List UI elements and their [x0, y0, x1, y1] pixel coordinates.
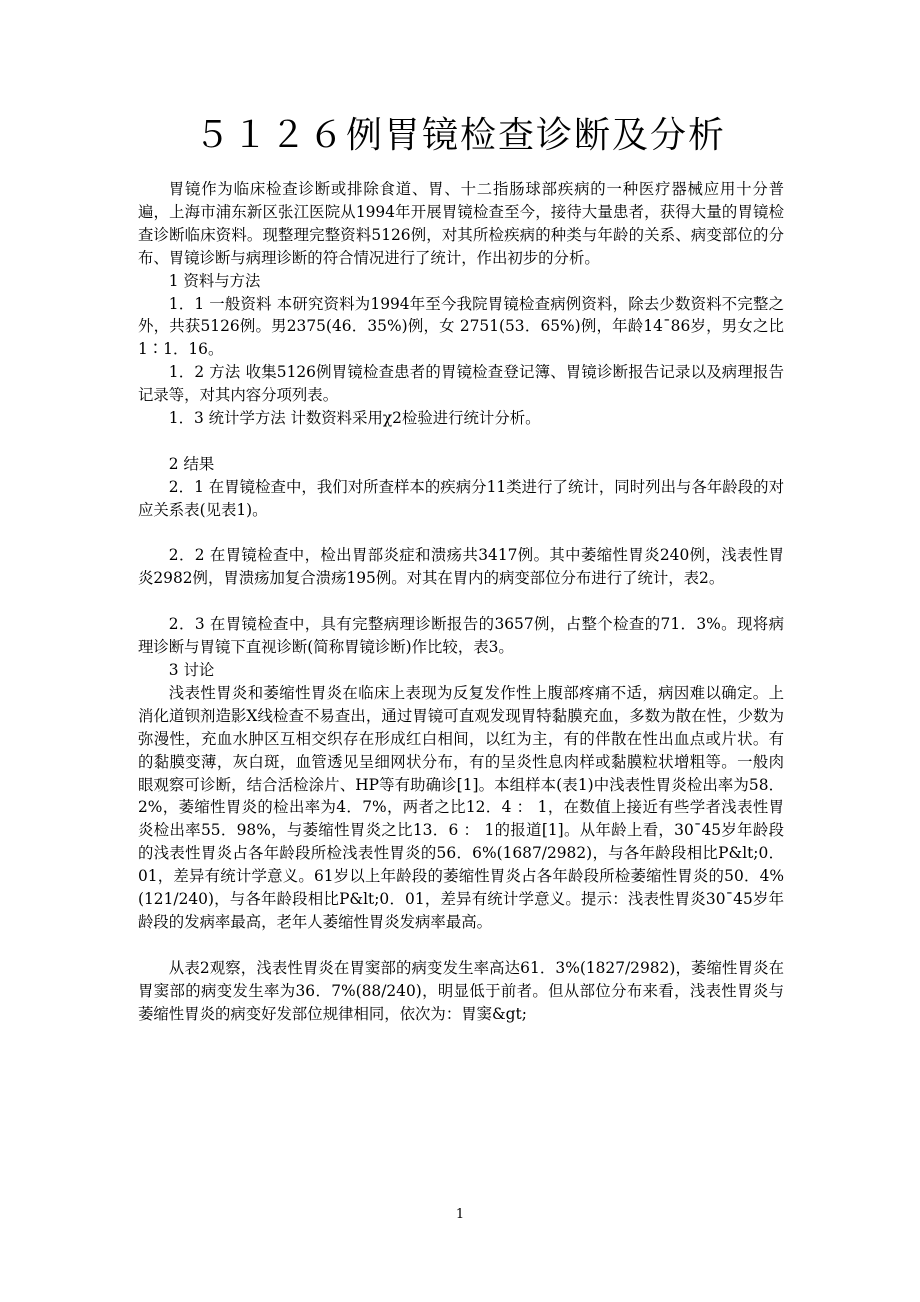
intro-paragraph: 胃镜作为临床检查诊断或排除食道、胃、十二指肠球部疾病的一种医疗器械应用十分普遍，上海市浦东新区张江医院从1994年开展胃镜检查至今，接待大量患者，获得大量的胃镜检查诊断临床资料。现整理完整资料5126例，对其所检疾病的种类与年龄的关系、病变部位的分布、胃镜诊断与病理诊断的符合情况进行了统计，作出初步的分析。 [138, 180, 784, 267]
paragraph-discussion-2: 从表2观察，浅表性胃炎在胃窦部的病变发生率高达61．3%(1827/2982)，萎缩性胃炎在胃窦部的病变发生率为36．7%(88/240)，明显低于前者。但从部位分布来看，浅表性胃炎与萎缩性胃炎的病变好发部位规律相同，依次为：胃窦&gt; [138, 958, 784, 1023]
page-number: 1 [455, 1207, 465, 1222]
spacer [138, 522, 784, 545]
paragraph-result-2-2: 2．2 在胃镜检查中，检出胃部炎症和溃疡共3417例。其中萎缩性胃炎240例，浅表性胃炎2982例，胃溃疡加复合溃疡195例。对其在胃内的病变部位分布进行了统计，表2。 [138, 546, 784, 588]
section-heading-materials-methods: 1 资料与方法 [168, 271, 261, 290]
spacer [138, 590, 784, 613]
section-heading-results: 2 结果 [168, 454, 215, 473]
paragraph-method: 1．2 方法 收集5126例胃镜检查患者的胃镜检查登记簿、胃镜诊断报告记录以及病理报告记录等，对其内容分项列表。 [138, 363, 784, 405]
section-heading-discussion: 3 讨论 [168, 660, 215, 679]
paragraph-statistics: 1．3 统计学方法 计数资料采用χ2检验进行统计分析。 [168, 409, 541, 428]
spacer [138, 430, 784, 453]
paragraph-discussion-1: 浅表性胃炎和萎缩性胃炎在临床上表现为反复发作性上腹部疼痛不适，病因难以确定。上消化道钡剂造影X线检查不易查出，通过胃镜可直观发现胃特黏膜充血，多数为散在性，少数为弥漫性，充血水肿区互相交织存在形成红白相间，以红为主，有的伴散在性出血点或片状。有的黏膜变薄，灰白斑，血管透见呈细网状分布，有的呈炎性息肉样或黏膜粒状增粗等。一般肉眼观察可诊断，结合活检涂片、HP等有助确诊[1]。本组样本(表1)中浅表性胃炎检出率为58．2%，萎缩性胃炎的检出率为4．7%，两者之比12．4 ： 1，在数值上接近有些学者浅表性胃炎检出率55．98%，与萎缩性胃炎之比13．6 ： 1的报道[1]。从年龄上看，30¯45岁年龄段的浅表性胃炎占各年龄段所检浅表性胃炎的56．6%(1687/2982)，与各年龄段相比P&lt;0．01，差异有统计学意义。61岁以上年龄段的萎缩性胃炎占各年龄段所检萎缩性胃炎的50．4%(121/240)，与各年龄段相比P&lt;0．01，差异有统计学意义。提示：浅表性胃炎30¯45岁年龄段的发病率最高，老年人萎缩性胃炎发病率最高。 [138, 683, 784, 931]
paragraph-result-2-3: 2．3 在胃镜检查中，具有完整病理诊断报告的3657例，占整个检查的71．3%。现将病理诊断与胃镜下直视诊断(简称胃镜诊断)作比较，表3。 [138, 615, 784, 657]
paragraph-general-data: 1．1 一般资料 本研究资料为1994年至今我院胃镜检查病例资料，除去少数资料不完整之外，共获5126例。男2375(46．35%)例，女 2751(53．65%)例，年龄14¯86岁，男女之比1∶1．16。 [138, 294, 784, 359]
spacer [138, 934, 784, 957]
document-body [138, 178, 784, 1025]
paragraph-result-2-1: 2．1 在胃镜检查中，我们对所查样本的疾病分11类进行了统计，同时列出与各年龄段的对应关系表(见表1)。 [138, 477, 784, 519]
document-title: ５１２６例胃镜检查诊断及分析 [193, 115, 726, 156]
